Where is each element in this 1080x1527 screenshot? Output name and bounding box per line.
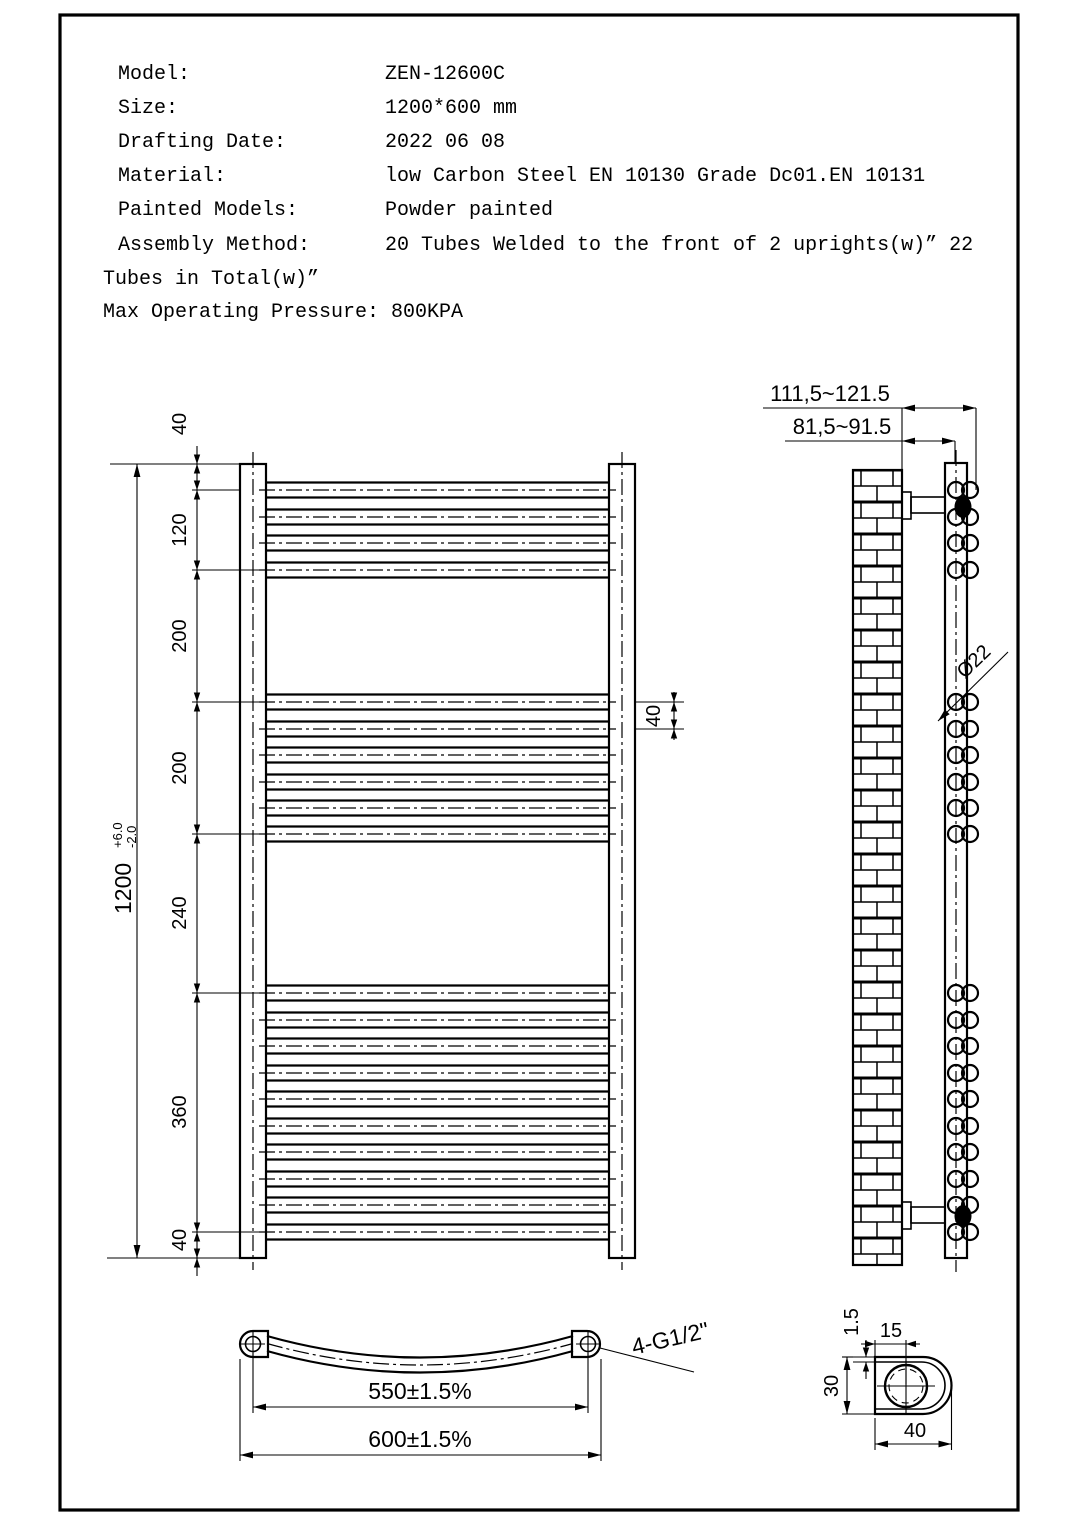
max-pressure-line: Max Operating Pressure: 800KPA xyxy=(103,301,464,324)
assembly-method-label: Assembly Method: xyxy=(118,234,311,257)
front-view xyxy=(107,413,684,1276)
bottom-wall-bracket xyxy=(902,1202,945,1229)
size-value: 1200*600 mm xyxy=(385,97,518,120)
brick-wall xyxy=(853,470,902,1265)
dim-120: 120 xyxy=(169,513,191,547)
bracket-height-label: 30 xyxy=(821,1374,843,1398)
bracket-detail-view xyxy=(821,1308,952,1450)
overall-height-tol-plus: +6.0 xyxy=(110,822,125,848)
info-block xyxy=(103,63,973,324)
side-tube-sections xyxy=(948,482,978,1240)
side-view xyxy=(763,381,1008,1272)
center-distance-label: 550±1.5% xyxy=(368,1378,472,1404)
tube-pitch-label: 40 xyxy=(643,704,665,728)
bracket-width-label: 40 xyxy=(903,1420,927,1442)
assembly-method-value: 20 Tubes Welded to the front of 2 uprights(w)” 22 xyxy=(385,234,974,257)
top-wall-bracket xyxy=(902,492,945,519)
material-value: low Carbon Steel EN 10130 Grade Dc01.EN 10131 xyxy=(385,165,926,188)
center-distance-dimension xyxy=(253,1353,588,1413)
material-label: Material: xyxy=(118,165,227,188)
wall-to-outer-label: 111,5~121.5 xyxy=(770,381,890,406)
size-label: Size: xyxy=(118,97,179,120)
dim-top-40: 40 xyxy=(169,412,191,436)
dim-bottom-40: 40 xyxy=(169,1228,191,1252)
connection-label: 4-G1/2" xyxy=(629,1316,712,1360)
overall-height-tol-minus: -2.0 xyxy=(124,825,139,848)
dim-240: 240 xyxy=(169,896,191,930)
bracket-height-dimension xyxy=(821,1357,877,1414)
tube-rows xyxy=(259,483,616,1240)
bottom-fitting xyxy=(955,1205,972,1227)
overall-width-dimension xyxy=(240,1359,601,1461)
dim-200-lower: 200 xyxy=(169,751,191,785)
painted-models-label: Painted Models: xyxy=(118,199,299,222)
overall-height-label xyxy=(110,822,139,914)
painted-models-value: Powder painted xyxy=(385,199,554,222)
hole-offset-dimension xyxy=(861,1320,920,1384)
left-end-cap xyxy=(240,1331,268,1357)
overall-width-label: 600±1.5% xyxy=(368,1426,472,1452)
tube-pitch-dimension xyxy=(635,692,684,740)
overall-height-value: 1200 xyxy=(110,862,136,914)
wall-to-center-label: 81,5~91.5 xyxy=(792,414,892,439)
dim-360: 360 xyxy=(169,1095,191,1129)
drafting-date-label: Drafting Date: xyxy=(118,131,287,154)
drafting-date-value: 2022 06 08 xyxy=(385,131,506,154)
tube-diameter-label: Ø22 xyxy=(952,640,996,683)
hole-offset-label: 15 xyxy=(879,1320,903,1342)
top-view xyxy=(240,1317,711,1461)
front-extension-lines xyxy=(107,464,266,1258)
wall-thickness-label: 1.5 xyxy=(841,1308,863,1336)
assembly-method-value-wrap: Tubes in Total(w)” xyxy=(103,268,320,291)
connection-callout xyxy=(600,1317,711,1372)
top-fitting xyxy=(955,496,972,518)
right-end-cap xyxy=(572,1331,600,1357)
dim-200-upper: 200 xyxy=(169,619,191,653)
model-value: ZEN-12600C xyxy=(385,63,506,86)
model-label: Model: xyxy=(118,63,191,86)
